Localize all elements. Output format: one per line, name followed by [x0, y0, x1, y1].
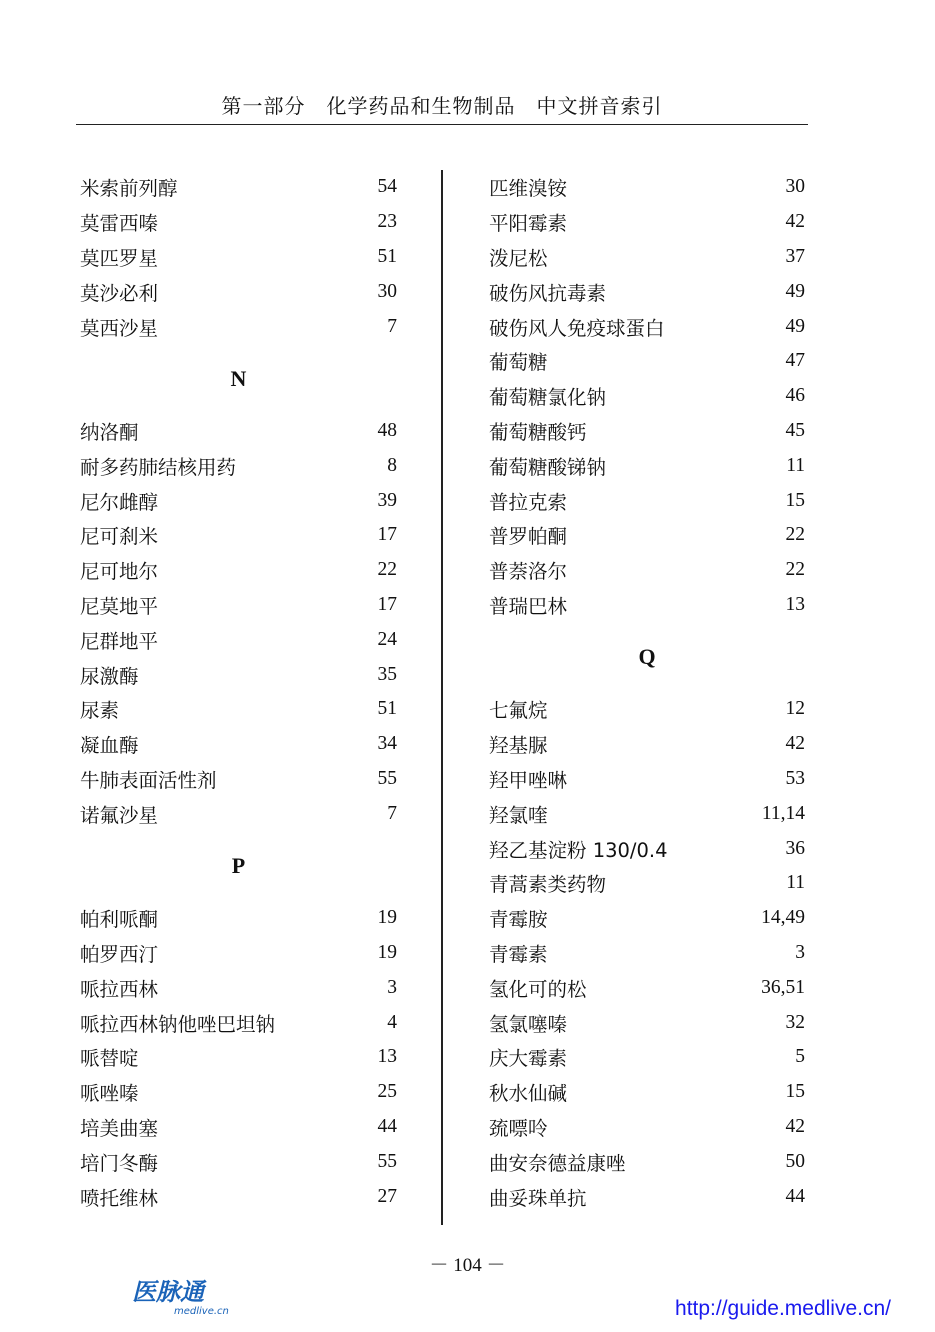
entry-page: 15 — [785, 489, 805, 511]
entry-name: 莫雷西嗪 — [80, 212, 159, 236]
entry-name: 耐多药肺结核用药 — [80, 455, 237, 479]
index-entry — [489, 205, 805, 240]
entry-page: 36,51 — [761, 976, 805, 998]
index-entry — [80, 448, 397, 483]
entry-name: 莫西沙星 — [80, 316, 159, 340]
entry-name: 尿素 — [80, 699, 120, 723]
entry-name: 普拉克索 — [489, 490, 568, 514]
index-entry — [489, 762, 805, 797]
index-entry — [80, 796, 397, 831]
entry-name: 米索前列醇 — [80, 177, 178, 201]
entry-name: 培门冬酶 — [80, 1151, 159, 1175]
index-entry — [80, 240, 397, 275]
entry-name: 莫沙必利 — [80, 281, 159, 305]
entry-name: 莫匹罗星 — [80, 246, 159, 270]
entry-page: 12 — [785, 698, 805, 720]
entry-page: 37 — [785, 245, 805, 267]
entry-page: 44 — [377, 1115, 397, 1137]
index-entry — [489, 170, 805, 205]
entry-page: 42 — [785, 1115, 805, 1137]
index-entry — [489, 414, 805, 449]
entry-page: 55 — [377, 1150, 397, 1172]
entry-page: 17 — [377, 593, 397, 615]
entry-name: 尼可地尔 — [80, 560, 159, 584]
entry-page: 32 — [785, 1011, 805, 1033]
index-entry — [489, 518, 805, 553]
index-entry — [489, 970, 805, 1005]
entry-page: 3 — [387, 976, 397, 998]
entry-name: 秋水仙碱 — [489, 1082, 568, 1106]
entry-name: 氢化可的松 — [489, 977, 587, 1001]
entry-name: 葡萄糖酸钙 — [489, 420, 587, 444]
entry-name: 巯嘌呤 — [489, 1116, 548, 1140]
entry-name: 庆大霉素 — [489, 1047, 568, 1071]
index-entry — [489, 901, 805, 936]
entry-page: 53 — [785, 767, 805, 789]
entry-name: 普罗帕酮 — [489, 525, 568, 549]
entry-page: 36 — [785, 837, 805, 859]
index-entry — [489, 344, 805, 379]
index-entry — [489, 796, 805, 831]
entry-page: 49 — [785, 315, 805, 337]
entry-page: 50 — [785, 1150, 805, 1172]
index-entry — [489, 448, 805, 483]
entry-page: 47 — [785, 350, 805, 372]
index-entry — [489, 831, 805, 866]
index-entry — [80, 1179, 397, 1214]
entry-name: 氢氯噻嗪 — [489, 1012, 568, 1036]
medlive-logo — [132, 1278, 242, 1324]
index-entry — [489, 274, 805, 309]
index-entry — [80, 553, 397, 588]
entry-name: 羟基脲 — [489, 734, 548, 758]
column-divider — [441, 170, 443, 1225]
entry-name: 培美曲塞 — [80, 1116, 159, 1140]
index-entry — [80, 414, 397, 449]
entry-page: 42 — [785, 211, 805, 233]
index-entry — [80, 692, 397, 727]
index-entry — [80, 1110, 397, 1145]
entry-name: 泼尼松 — [489, 246, 548, 270]
entry-name: 凝血酶 — [80, 734, 139, 758]
page-header: 第一部分 化学药品和生物制品 中文拼音索引 — [76, 88, 808, 125]
entry-page: 22 — [377, 559, 397, 581]
index-entry — [489, 553, 805, 588]
entry-name: 尼莫地平 — [80, 594, 159, 618]
entry-name: 青霉素 — [489, 942, 548, 966]
entry-page: 22 — [785, 559, 805, 581]
entry-name: 葡萄糖 — [489, 351, 548, 375]
entry-page: 19 — [377, 941, 397, 963]
entry-name: 平阳霉素 — [489, 212, 568, 236]
index-entry — [80, 1040, 397, 1075]
index-column-right — [489, 170, 805, 1214]
entry-page: 15 — [785, 1081, 805, 1103]
index-entry — [489, 1040, 805, 1075]
index-entry — [80, 1005, 397, 1040]
index-entry — [489, 240, 805, 275]
entry-name: 诺氟沙星 — [80, 803, 159, 827]
index-entry — [489, 1144, 805, 1179]
entry-page: 13 — [785, 593, 805, 615]
entry-name: 曲妥珠单抗 — [489, 1186, 587, 1210]
index-entry — [489, 1075, 805, 1110]
entry-page: 42 — [785, 733, 805, 755]
entry-page: 25 — [377, 1081, 397, 1103]
entry-name: 青霉胺 — [489, 908, 548, 932]
entry-page: 3 — [795, 941, 805, 963]
entry-page: 11 — [786, 872, 805, 894]
index-entry — [80, 170, 397, 205]
entry-page: 34 — [377, 733, 397, 755]
index-entry — [80, 518, 397, 553]
index-entry — [489, 309, 805, 344]
entry-page: 49 — [785, 280, 805, 302]
logo-subtext: medlive.cn — [174, 1306, 229, 1317]
index-entry — [80, 1075, 397, 1110]
entry-page: 22 — [785, 524, 805, 546]
index-entry — [80, 588, 397, 623]
entry-name: 哌唑嗪 — [80, 1082, 139, 1106]
index-entry — [80, 622, 397, 657]
index-entry — [489, 936, 805, 971]
entry-page: 35 — [377, 663, 397, 685]
footer-url-link[interactable]: http://guide.medlive.cn/ — [675, 1297, 891, 1320]
entry-page: 51 — [377, 245, 397, 267]
entry-page: 13 — [377, 1046, 397, 1068]
entry-name: 曲安奈德益康唑 — [489, 1151, 626, 1175]
entry-name: 羟乙基淀粉 130/0.4 — [489, 838, 668, 862]
index-column-left — [80, 170, 397, 1214]
entry-page: 23 — [377, 211, 397, 233]
entry-page: 11,14 — [761, 802, 805, 824]
entry-name: 匹维溴铵 — [489, 177, 568, 201]
entry-page: 17 — [377, 524, 397, 546]
entry-name: 葡萄糖酸锑钠 — [489, 455, 607, 479]
entry-page: 55 — [377, 767, 397, 789]
entry-page: 7 — [387, 315, 397, 337]
index-entry — [80, 970, 397, 1005]
index-entry — [80, 309, 397, 344]
entry-page: 14,49 — [761, 907, 805, 929]
entry-name: 牛肺表面活性剂 — [80, 768, 217, 792]
section-letter: N — [230, 365, 247, 391]
entry-page: 45 — [785, 419, 805, 441]
entry-name: 七氟烷 — [489, 699, 548, 723]
index-entry — [489, 1110, 805, 1145]
index-entry — [80, 901, 397, 936]
index-entry — [80, 936, 397, 971]
entry-page: 51 — [377, 698, 397, 720]
index-entry — [80, 1144, 397, 1179]
entry-page: 44 — [785, 1185, 805, 1207]
index-entry — [489, 692, 805, 727]
entry-page: 7 — [387, 802, 397, 824]
entry-name: 哌替啶 — [80, 1047, 139, 1071]
section-letter: P — [231, 853, 246, 879]
entry-page: 48 — [377, 419, 397, 441]
index-entry — [489, 379, 805, 414]
entry-page: 46 — [785, 385, 805, 407]
section-letter: Q — [638, 644, 656, 670]
entry-page: 24 — [377, 628, 397, 650]
entry-page: 54 — [377, 176, 397, 198]
index-entry — [489, 1179, 805, 1214]
entry-name: 纳洛酮 — [80, 420, 139, 444]
index-entry — [80, 727, 397, 762]
entry-name: 普瑞巴林 — [489, 594, 568, 618]
entry-name: 普萘洛尔 — [489, 560, 568, 584]
entry-page: 30 — [377, 280, 397, 302]
entry-page: 19 — [377, 907, 397, 929]
entry-name: 尼群地平 — [80, 629, 159, 653]
entry-name: 葡萄糖氯化钠 — [489, 386, 607, 410]
entry-name: 尼可刹米 — [80, 525, 159, 549]
entry-name: 羟氯喹 — [489, 803, 548, 827]
entry-name: 青蒿素类药物 — [489, 873, 607, 897]
entry-page: 8 — [387, 454, 397, 476]
entry-page: 5 — [795, 1046, 805, 1068]
entry-name: 尿激酶 — [80, 664, 139, 688]
entry-name: 尼尔雌醇 — [80, 490, 159, 514]
index-entry — [80, 657, 397, 692]
entry-name: 帕利哌酮 — [80, 908, 159, 932]
entry-name: 羟甲唑啉 — [489, 768, 568, 792]
entry-name: 哌拉西林 — [80, 977, 159, 1001]
entry-name: 哌拉西林钠他唑巴坦钠 — [80, 1012, 276, 1036]
page-number: － 104 － — [429, 1255, 506, 1276]
entry-name: 破伤风人免疫球蛋白 — [489, 316, 665, 340]
entry-name: 喷托维林 — [80, 1186, 159, 1210]
index-entry — [80, 762, 397, 797]
index-entry — [80, 483, 397, 518]
index-entry — [489, 588, 805, 623]
entry-page: 27 — [377, 1185, 397, 1207]
index-entry — [80, 274, 397, 309]
index-entry — [80, 205, 397, 240]
logo-text: 医脉通 — [132, 1278, 204, 1306]
entry-page: 30 — [785, 176, 805, 198]
entry-page: 4 — [387, 1011, 397, 1033]
index-entry — [489, 727, 805, 762]
index-entry — [489, 1005, 805, 1040]
entry-name: 破伤风抗毒素 — [489, 281, 607, 305]
entry-name: 帕罗西汀 — [80, 942, 159, 966]
entry-page: 39 — [377, 489, 397, 511]
index-entry — [489, 866, 805, 901]
entry-page: 11 — [786, 454, 805, 476]
index-entry — [489, 483, 805, 518]
